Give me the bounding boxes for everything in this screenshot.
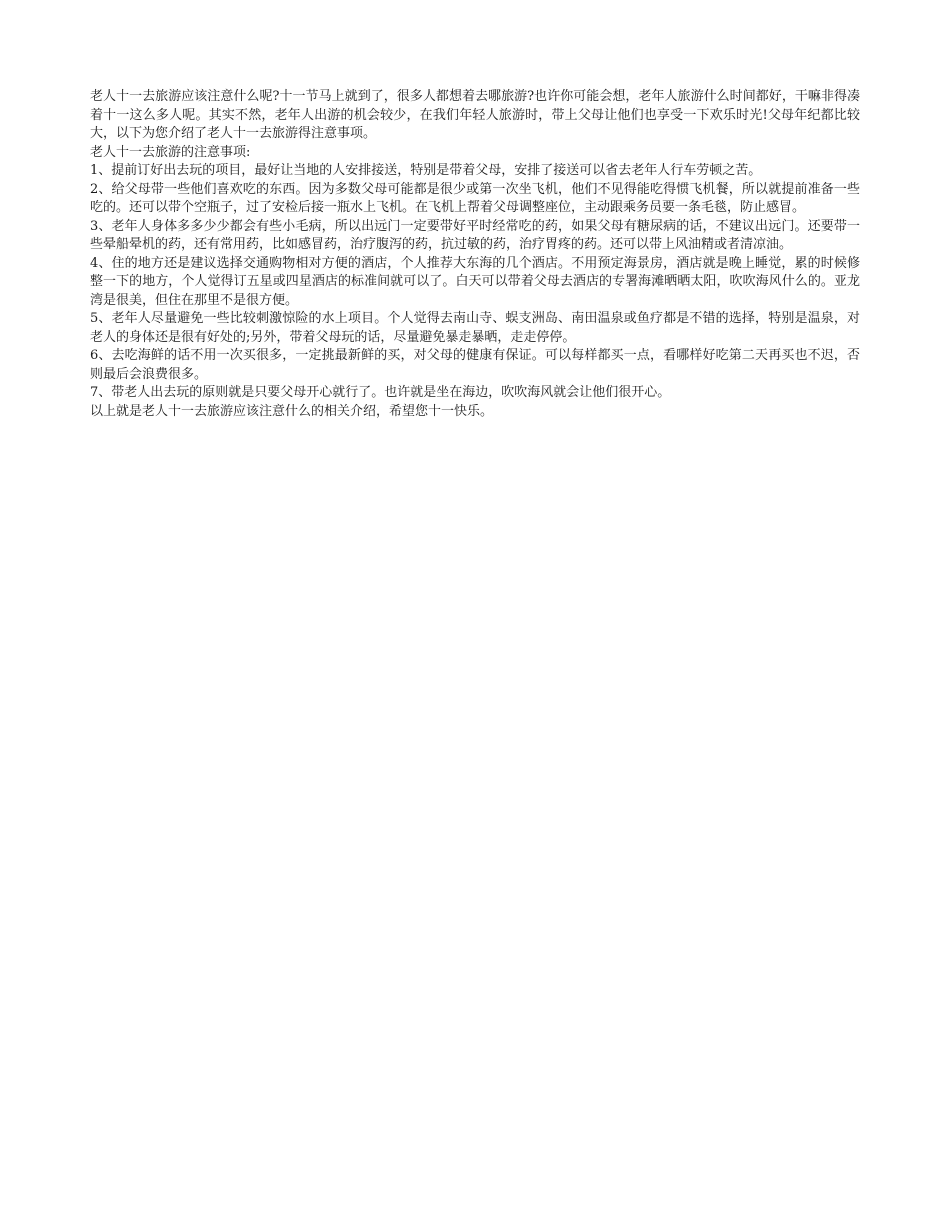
document-body — [90, 88, 860, 421]
list-item: 2、给父母带一些他们喜欢吃的东西。因为多数父母可能都是很少或第一次坐飞机，他们不见得能吃得惯飞机餐，所以就提前准备一些吃的。还可以带个空瓶子，过了安检后接一瓶水上飞机。在飞机上帮着父母调整座位，主动跟乘务员要一条毛毯，防止感冒。 — [90, 181, 860, 215]
list-item: 3、老年人身体多多少少都会有些小毛病，所以出远门一定要带好平时经常吃的药，如果父母有糖尿病的话，不建议出远门。还要带一些晕船晕机的药，还有常用药，比如感冒药，治疗腹泻的药，抗过敏的药，治疗胃疼的药。还可以带上风油精或者清凉油。 — [90, 218, 860, 252]
list-item: 7、带老人出去玩的原则就是只要父母开心就行了。也许就是坐在海边，吹吹海风就会让他们很开心。 — [90, 385, 671, 400]
intro-paragraph: 老人十一去旅游应该注意什么呢?十一节马上就到了，很多人都想着去哪旅游?也许你可能会想，老年人旅游什么时间都好，干嘛非得凑着十一这么多人呢。其实不然，老年人出游的机会较少，在我们年轻人旅游时，带上父母让他们也享受一下欢乐时光!父母年纪都比较大，以下为您介绍了老人十一去旅游得注意事项。 — [90, 89, 860, 141]
conclusion-paragraph: 以上就是老人十一去旅游应该注意什么的相关介绍，希望您十一快乐。 — [90, 403, 494, 419]
list-item: 6、去吃海鲜的话不用一次买很多，一定挑最新鲜的买，对父母的健康有保证。可以每样都买一点，看哪样好吃第二天再买也不迟，否则最后会浪费很多。 — [90, 348, 860, 382]
list-item: 4、住的地方还是建议选择交通购物相对方便的酒店，个人推荐大东海的几个酒店。不用预定海景房，酒店就是晚上睡觉，累的时候修整一下的地方，个人觉得订五星或四星酒店的标准间就可以了。白天可以带着父母去酒店的专署海滩晒晒太阳，吹吹海风什么的。亚龙湾是很美，但住在那里不是很方便。 — [90, 255, 860, 308]
list-item: 1、提前订好出去玩的项目，最好让当地的人安排接送，特别是带着父母，安排了接送可以省去老年人行车劳顿之苦。 — [90, 163, 762, 178]
section-heading: 老人十一去旅游的注意事项: — [90, 144, 251, 160]
list-item: 5、老年人尽量避免一些比较刺激惊险的水上项目。个人觉得去南山寺、蜈支洲岛、南田温泉或鱼疗都是不错的选择，特别是温泉，对老人的身体还是很有好处的;另外，带着父母玩的话，尽量避免暴走暴晒，走走停停。 — [90, 311, 860, 345]
